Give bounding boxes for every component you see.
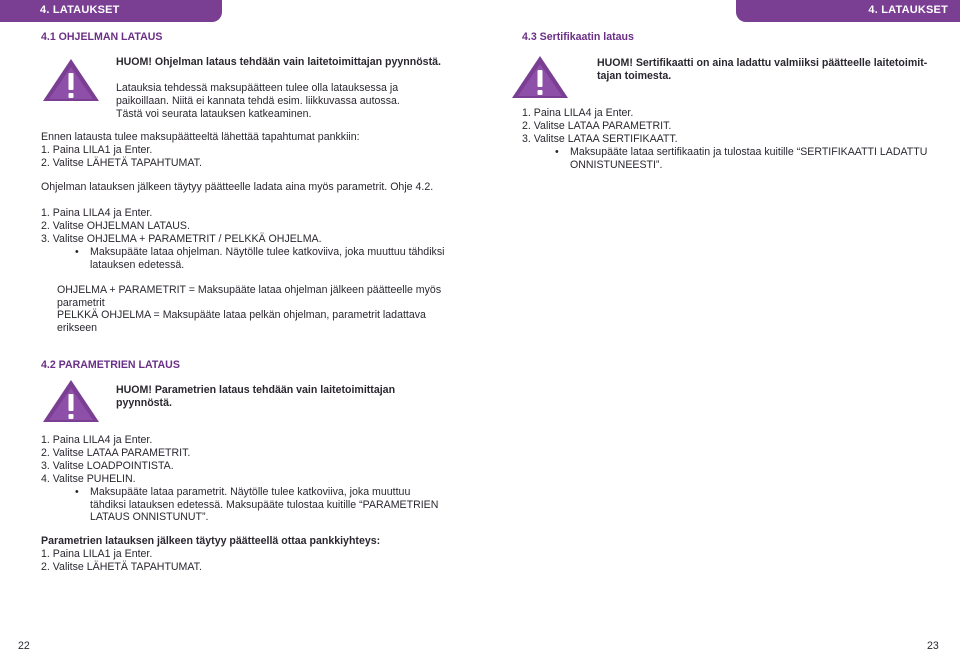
- bullet-text-line: LATAUS ONNISTUNUT”.: [90, 511, 209, 523]
- step-item: 1. Paina LILA4 ja Enter.: [41, 207, 153, 219]
- step-item: 3. Valitse OHJELMA + PARAMETRIT / PELKKÄ OHJELMA.: [41, 233, 322, 245]
- bullet-text-line: Maksupääte lataa parametrit. Näytölle tulee katkoviiva, joka muuttuu: [90, 486, 411, 498]
- warning-text-line: paikoillaan. Niitä ei kannata tehdä esim. liikkuvassa autossa.: [116, 95, 400, 107]
- warning-title-3-cont: tajan toimesta.: [597, 70, 672, 82]
- chapter-title-left: 4. LATAUKSET: [40, 4, 120, 16]
- bullet-text-line: ONNISTUNEESTI”.: [570, 159, 663, 171]
- step-item: 1. Paina LILA1 ja Enter.: [41, 144, 153, 156]
- step-item: 2. Valitse LATAA PARAMETRIT.: [41, 447, 191, 459]
- note-line: OHJELMA + PARAMETRIT = Maksupääte lataa ohjelman jälkeen päätteelle myös: [57, 284, 442, 296]
- bullet-marker: •: [75, 246, 79, 258]
- chapter-title-right: 4. LATAUKSET: [868, 4, 948, 16]
- warning-triangle-icon: [41, 378, 101, 424]
- step-item: 2. Valitse OHJELMAN LATAUS.: [41, 220, 190, 232]
- warning-title-1: HUOM! Ohjelman lataus tehdään vain laitetoimittajan pyynnöstä.: [116, 56, 441, 68]
- section-title-4-3: 4.3 Sertifikaatin lataus: [522, 31, 634, 43]
- step-item: 2. Valitse LATAA PARAMETRIT.: [522, 120, 672, 132]
- before-load-text: Ennen latausta tulee maksupäätteeltä lähettää tapahtumat pankkiin:: [41, 131, 360, 143]
- warning-triangle-icon: [41, 57, 101, 103]
- warning-title-3: HUOM! Sertifikaatti on aina ladattu valmiiksi päätteelle laitetoimit-: [597, 57, 928, 69]
- note-line: PELKKÄ OHJELMA = Maksupääte lataa pelkän ohjelman, parametrit ladattava: [57, 309, 426, 321]
- after-load-text: Ohjelman latauksen jälkeen täytyy päätteelle ladata aina myös parametrit. Ohje 4.2.: [41, 181, 434, 193]
- step-item: 2. Valitse LÄHETÄ TAPAHTUMAT.: [41, 561, 202, 573]
- bullet-text-line: Maksupääte lataa ohjelman. Näytölle tulee katkoviiva, joka muuttuu tähdiksi: [90, 246, 445, 258]
- bullet-text-line: tähdiksi latauksen edetessä. Maksupääte tulostaa kuitille “PARAMETRIEN: [90, 499, 439, 511]
- chapter-tab-left: [0, 0, 222, 22]
- step-item: 3. Valitse LOADPOINTISTA.: [41, 460, 174, 472]
- chapter-tab-right: [736, 0, 960, 22]
- page-number-left: 22: [18, 640, 30, 652]
- warning-triangle-icon: [510, 54, 570, 100]
- step-item: 1. Paina LILA4 ja Enter.: [522, 107, 634, 119]
- step-item: 4. Valitse PUHELIN.: [41, 473, 136, 485]
- section-title-4-1: 4.1 OHJELMAN LATAUS: [41, 31, 163, 43]
- bullet-marker: •: [75, 486, 79, 498]
- after-params-title: Parametrien latauksen jälkeen täytyy päätteellä ottaa pankkiyhteys:: [41, 535, 381, 547]
- note-line: parametrit: [57, 297, 105, 309]
- bullet-text-line: Maksupääte lataa sertifikaatin ja tulostaa kuitille “SERTIFIKAATTI LADATTU: [570, 146, 928, 158]
- bullet-marker: •: [555, 146, 559, 158]
- bullet-text-line: latauksen edetessä.: [90, 259, 185, 271]
- section-title-4-2: 4.2 PARAMETRIEN LATAUS: [41, 359, 180, 371]
- note-line: erikseen: [57, 322, 98, 334]
- step-item: 1. Paina LILA1 ja Enter.: [41, 548, 153, 560]
- step-item: 3. Valitse LATAA SERTIFIKAATT.: [522, 133, 678, 145]
- warning-text-line: Latauksia tehdessä maksupäätteen tulee olla latauksessa ja: [116, 82, 399, 94]
- warning-text-line: Tästä voi seurata latauksen katkeaminen.: [116, 108, 312, 120]
- step-item: 1. Paina LILA4 ja Enter.: [41, 434, 153, 446]
- warning-title-2: HUOM! Parametrien lataus tehdään vain laitetoimittajan: [116, 384, 396, 396]
- step-item: 2. Valitse LÄHETÄ TAPAHTUMAT.: [41, 157, 202, 169]
- warning-title-2-cont: pyynnöstä.: [116, 397, 172, 409]
- page-number-right: 23: [927, 640, 939, 652]
